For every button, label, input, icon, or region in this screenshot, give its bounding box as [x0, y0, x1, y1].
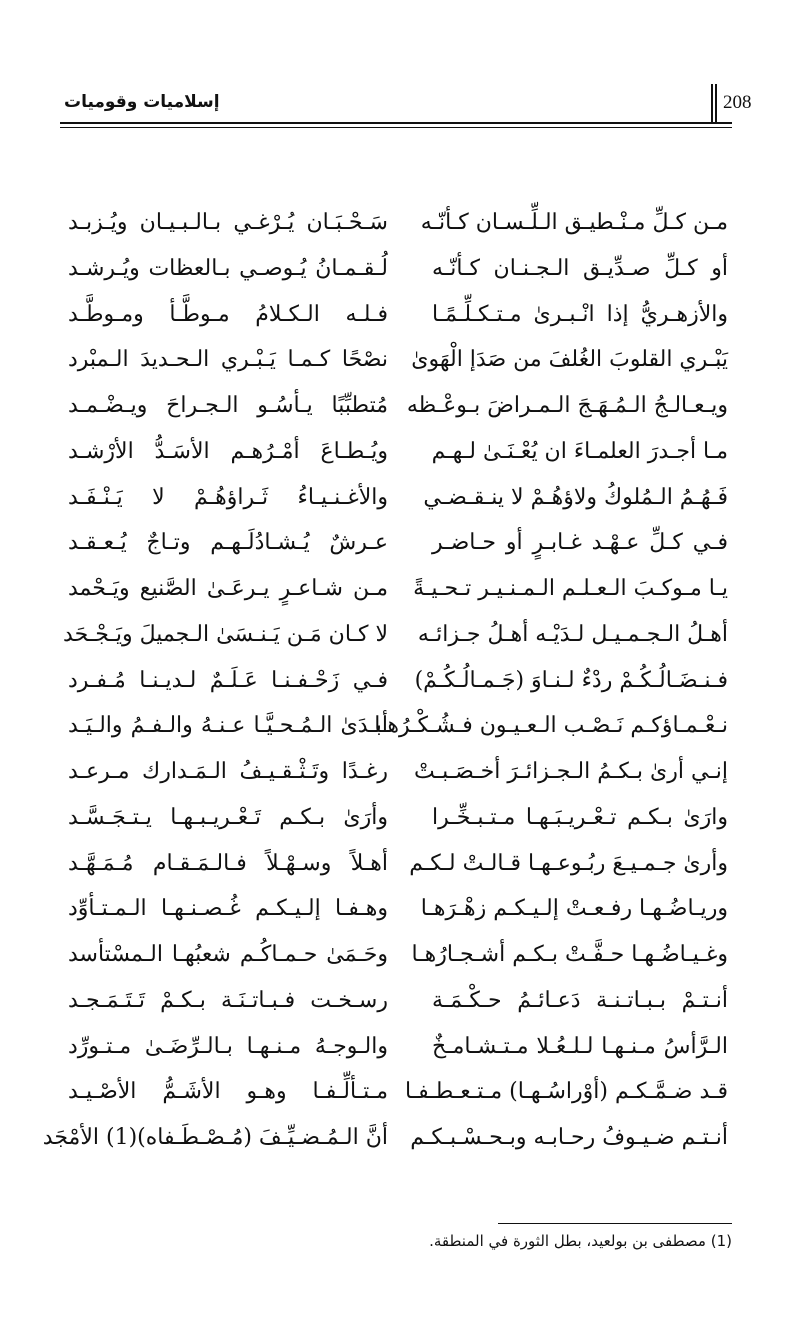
- verse-line-right: فـنـضَـالُـكُـمْ ردْءٌ لـنـاوَ (جَـمـالُـكُـمْ): [414, 667, 728, 693]
- header-divider: [711, 84, 713, 122]
- verse-line-left: والـوجـهُ مـنـهـا بـالـرِّضَـىٰ مـتـورِّد: [68, 1033, 388, 1059]
- verse-line-left: نصْحًا كـمـا يَـبْـري الـحـديدَ الـمبْرد: [68, 347, 388, 373]
- verse-line-right: وأرىٰ جـمـيـعَ ربُـوعـهـا قـالـتْ لـكـم: [409, 850, 728, 876]
- verse-line-right: أهـلُ الـجـمـيـل لـدَيْـه أهـلُ جـزائـه: [417, 621, 728, 647]
- verse-line-right: يَبْـري القلوبَ الغُلفَ من صَدَإ الْهَوىٰ: [411, 347, 728, 373]
- verse-line-left: لا كـان مَـن يَـنـسَىٰ الـجميلَ ويَـجْـحَد: [63, 621, 388, 647]
- verse-line-right: الـرَّأسُ مـنـهـا لـلـعُـلا مـتـشـامـخٌ: [432, 1033, 728, 1059]
- verse-line-left: أبـدَىٰ الـمُـحـيَّـا عـنـهُ والـفـمُ والـيَـد: [68, 713, 388, 739]
- verse-line-right: نـعْـمـاؤكـم نَـصْـب الـعـيـون فـشُـكْـرُهـا: [374, 713, 728, 739]
- verse-line-right: وريـاضُـهـا رفـعـتْ إلـيـكـم زهْـرَهـا: [420, 896, 728, 922]
- verse-line-left: فـي زَحْـفـنـا عَـلَـمٌ لـديـنـا مُـفـرد: [68, 667, 388, 693]
- left-verse-column: [42, 200, 388, 1161]
- verse-line-right: وارَىٰ بـكـم تـعْـريـبَـهـا مـتـبـخِّـرا: [432, 804, 728, 830]
- verse-line-left: ويُـطـاعَ أمْـرُهـم الأسَـدُّ الأرْشـد: [68, 438, 388, 464]
- footnote-rule: [498, 1223, 732, 1224]
- verse-line-right: والأزهـريُّ إذا انْـبـرىٰ مـتـكـلِّـمًـا: [432, 301, 728, 327]
- verse-line-left: رسـخـت فـبـاتـنَـة بـكـمْ تَـتَـمَـجـد: [68, 987, 388, 1013]
- verse-line-left: والأغـنـيـاءُ ثَـراؤهُـمْ لا يَـنْـفَـد: [68, 484, 388, 510]
- footnote: (1) مصطفى بن بولعيد، بطل الثورة في المنطقة.: [429, 1232, 732, 1250]
- verse-line-right: مـا أجـدرَ العلمـاءَ ان يُعْـنَـىٰ لـهـم: [431, 438, 728, 464]
- header-rule: [60, 127, 732, 128]
- verse-line-right: فَـهُـمُ الـمُلوكُ ولاؤهُـمْ لا ينـقـضـي: [423, 484, 728, 510]
- verse-line-left: سَـحْـبَـان يُـرْغـي بـالـبـيـان ويُـزبـد: [68, 210, 388, 235]
- verse-line-right: إنـي أرىٰ بـكـمُ الـجـزائـرَ أخـصَـبـتْ: [414, 759, 728, 784]
- verse-line-right: قـد ضـمَّـكـم (أوْراسُـهـا) مـتـعـطـفـا: [405, 1079, 728, 1105]
- header-divider: [715, 84, 717, 122]
- verse-line-left: عـرشٌ يُـشـادُلَـهـم وتـاجٌ يُـعـقـد: [68, 530, 388, 556]
- right-verse-column: [374, 200, 728, 1161]
- verse-line-right: يـا مـوكـبَ الـعـلـم الـمـنـيـر تـحـيـةً: [413, 576, 728, 601]
- verse-line-right: أو كـلِّ صـدِّيـق الـجـنـان كـأنّـه: [432, 255, 728, 281]
- verse-line-left: أنَّ الـمُـضـيِّـفَ (مُـصْـطَـفاه)(1) الأمْجَد: [42, 1125, 388, 1150]
- running-title: إسلاميات وقوميات: [64, 92, 220, 112]
- verse-line-right: فـي كـلِّ عـهْـد غـابـرٍ أو حـاضـر: [432, 530, 728, 556]
- verse-line-right: وغـيـاضُـهـا حـفَّـتْ بـكـم أشـجـارُهـا: [411, 942, 728, 967]
- verse-line-left: وحَـمَىٰ حـمـاكُـم شعبُهـا الـمسْتأسد: [68, 942, 388, 967]
- verse-line-left: أهـلاً وسـهْـلاً فـالـمَـقـام مُـمَـهَّـد: [68, 850, 388, 876]
- verse-line-left: فـلـه الـكـلامُ مـوطَّـأ ومـوطَّـد: [68, 301, 388, 327]
- verse-line-left: وأرَىٰ بـكـم تَـعْـريـبـهـا يـتـجَـسَّـد: [68, 804, 388, 830]
- verse-line-right: ويـعـالـجُ الـمُـهَـجَ الـمـراضَ بـوعْـظه: [406, 393, 728, 418]
- verse-line-left: لُـقـمـانُ يُـوصـي بـالعظات ويُـرشـد: [68, 255, 388, 281]
- verse-line-right: أنـتـمْ بـبـاتـنـة دَعـائـمُ حـكْـمَـة: [432, 987, 728, 1013]
- verse-line-right: أنـتـم ضـيـوفُ رحـابـه وبـحـسْـبـكـم: [410, 1125, 728, 1150]
- verse-line-left: رغـدًا وتَـثْـقـيـفُ الـمَـدارك مـرعـد: [68, 759, 388, 784]
- verse-line-left: مـن شـاعـرٍ يـرعَـىٰ الصَّنيع ويَـحْمد: [68, 576, 388, 601]
- verse-line-left: مُتطبِّبًا يـأسُـو الـجـراحَ ويـضْـمـد: [68, 393, 388, 418]
- verse-line-left: مـتـألِّـفـا وهـو الأشَـمُّ الأصْـيـد: [68, 1079, 388, 1105]
- header-rule: [60, 122, 732, 124]
- verse-line-left: وهـفـا إلـيـكـم غُـصـنـهـا الـمـتـأوِّد: [68, 896, 388, 922]
- verse-line-right: مـن كـلِّ مـنْـطيـق الـلِّـسـان كـأنّـه: [420, 210, 728, 235]
- page-number: 208: [723, 92, 752, 113]
